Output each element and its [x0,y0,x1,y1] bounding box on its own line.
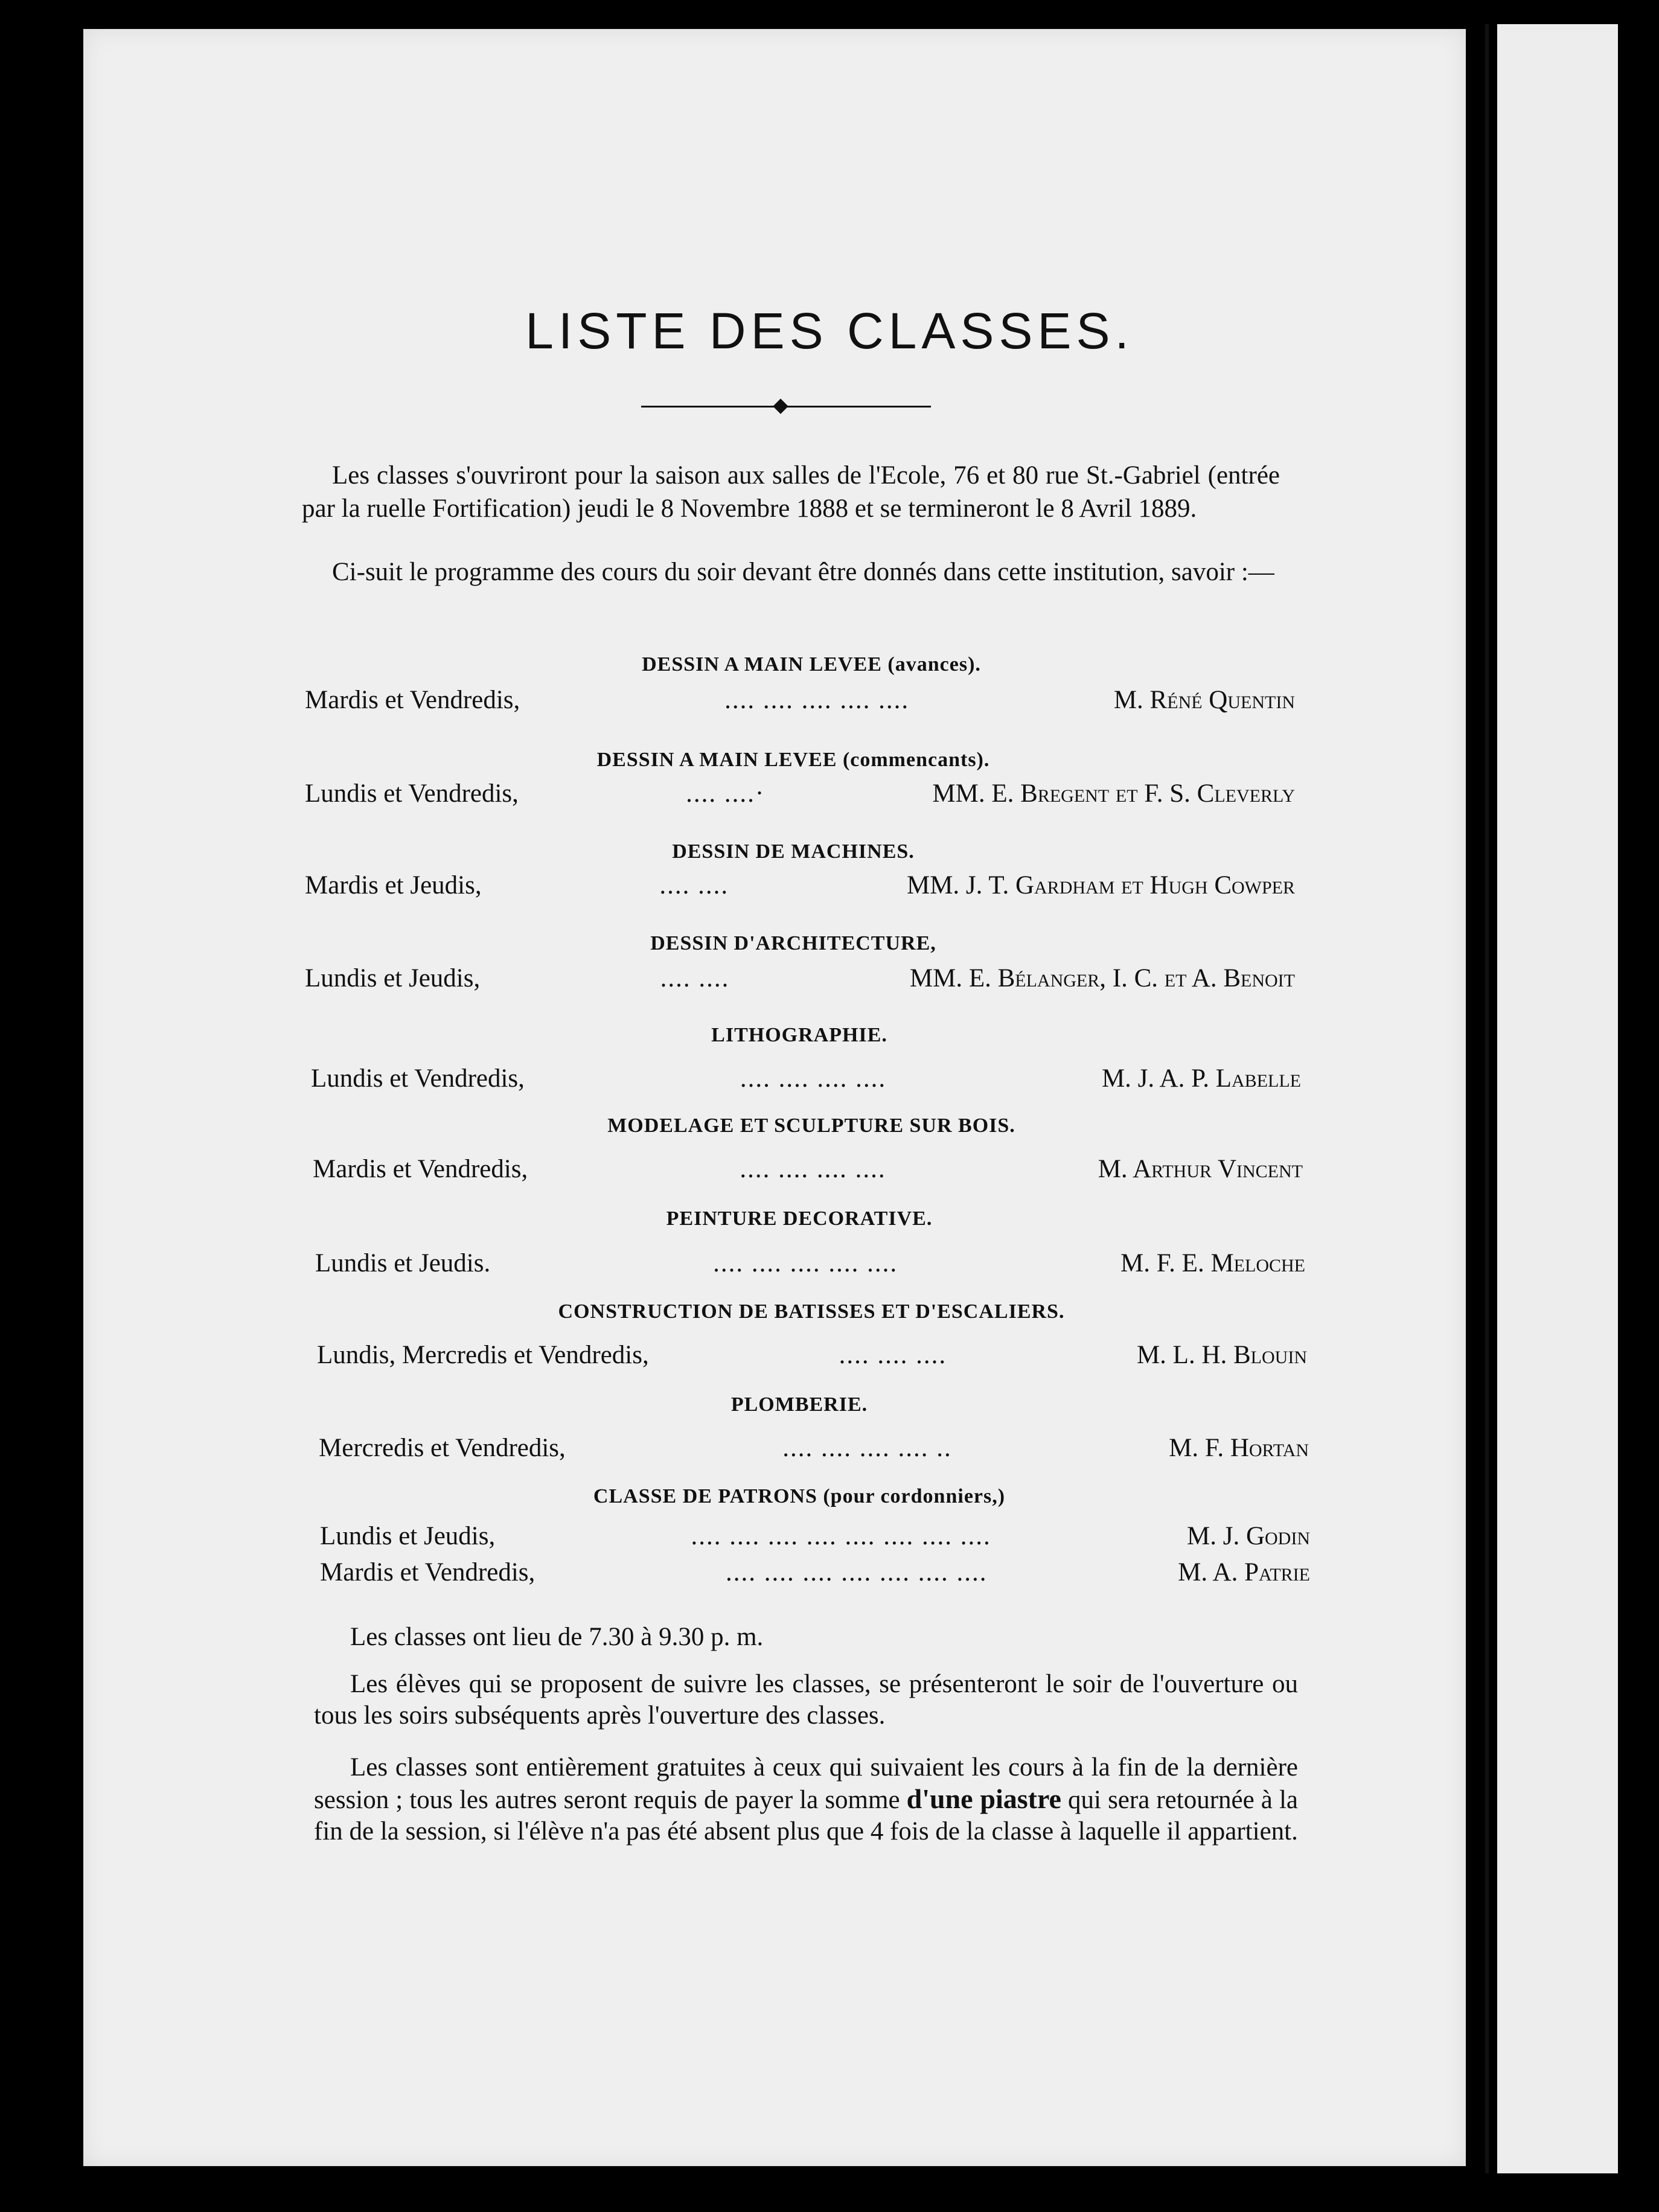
class-teacher: MM. J. T. Gardham et Hugh Cowper [906,871,1295,900]
class-days: Lundis et Jeudis, [305,964,481,993]
class-days: Lundis et Jeudis, [320,1522,496,1550]
fee-paragraph [314,1752,1298,1847]
class-days: Lundis et Vendredis, [311,1064,525,1093]
class-heading: MODELAGE ET SCULPTURE SUR BOIS. [607,1114,1015,1137]
leader-dots: .... .... .... .... .... .... .... .... [691,1522,991,1550]
class-heading: CLASSE DE PATRONS (pour cordonniers,) [593,1485,1006,1507]
page-title: LISTE DES CLASSES. [525,302,1134,359]
leader-dots: .... .... .... [839,1341,947,1369]
class-teacher: M. Arthur Vincent [1098,1155,1303,1183]
class-row [315,1248,1305,1278]
title-ornament-rule [641,406,931,409]
class-days: Mardis et Vendredis, [320,1558,535,1587]
class-row [305,685,1295,715]
class-teacher: M. Réné Quentin [1113,686,1295,714]
leader-dots: .... .... .... .... [740,1155,886,1183]
leader-dots: .... .... [659,871,729,900]
class-row [305,964,1295,993]
class-days: Mercredis et Vendredis, [319,1434,566,1462]
class-teacher: M. L. H. Blouin [1136,1341,1307,1369]
class-days: Mardis et Jeudis, [305,871,482,900]
class-row [320,1558,1310,1587]
fee-amount: d'une piastre [906,1783,1061,1814]
class-teacher: M. J. A. P. Labelle [1101,1064,1301,1093]
class-teacher: MM. E. Bregent et F. S. Cleverly [932,779,1295,808]
class-row [313,1154,1303,1184]
class-teacher: MM. E. Bélanger, I. C. et A. Benoit [909,964,1295,993]
class-heading: DESSIN A MAIN LEVEE (commencants). [596,749,990,771]
class-days: Lundis et Vendredis, [305,779,519,808]
class-heading: PEINTURE DECORATIVE. [666,1207,933,1230]
class-row [317,1340,1307,1370]
intro-paragraph-2: Ci-suit le programme des cours du soir devant être donnés dans cette institution, savoir :— [332,558,1274,586]
class-heading: DESSIN A MAIN LEVEE (avances). [642,653,981,676]
leader-dots: .... .... .... .... .... [713,1249,898,1277]
hours-line: Les classes ont lieu de 7.30 à 9.30 p. m. [350,1623,764,1651]
students-paragraph: Les élèves qui se proposent de suivre les classes, se présenteront le soir de l'ouverture ou tous les soirs subséquents après l'ouverture des classes. [314,1670,1298,1730]
class-teacher: M. F. E. Meloche [1120,1249,1305,1277]
fee-text-a: Les classes sont entièrement gratuites à ceux qui suivaient les cours à la fin de la dernière session ; tous les autres seront requis de payer la somme [314,1753,1298,1814]
leader-dots: .... .... .... .... [740,1064,887,1093]
class-row [320,1521,1310,1551]
fee-text-c: qui sera retournée à la fin de la session, si l'élève n'a pas été absent plus que 4 fois de la classe à laquelle il appartient. [314,1786,1298,1846]
class-row [319,1433,1309,1463]
class-heading: CONSTRUCTION DE BATISSES ET D'ESCALIERS. [558,1300,1065,1323]
leader-dots: .... .... .... .... .... .... .... [725,1558,988,1587]
class-days: Lundis, Mercredis et Vendredis, [317,1341,649,1369]
leader-dots: .... .... .... .... .... [724,686,910,714]
class-row [305,779,1295,808]
class-heading: DESSIN DE MACHINES. [672,840,915,863]
class-heading: LITHOGRAPHIE. [711,1024,887,1046]
class-heading: DESSIN D'ARCHITECTURE, [650,932,936,954]
class-row [305,871,1295,900]
class-days: Mardis et Vendredis, [305,686,520,714]
class-teacher: M. J. Godin [1186,1522,1310,1550]
class-teacher: M. A. Patrie [1178,1558,1310,1587]
class-row [311,1064,1301,1093]
leader-dots: .... ....· [686,779,766,808]
class-teacher: M. F. Hortan [1169,1434,1309,1462]
class-heading: PLOMBERIE. [730,1393,868,1416]
class-days: Lundis et Jeudis. [315,1249,491,1277]
class-days: Mardis et Vendredis, [313,1155,528,1183]
leader-dots: .... .... .... .... .. [782,1434,952,1462]
leader-dots: .... .... [660,964,730,993]
intro-paragraph: Les classes s'ouvriront pour la saison aux salles de l'Ecole, 76 et 80 rue St.-Gabriel (entrée par la ruelle Fortification) jeudi le 8 Novembre 1888 et se termineront le 8 Avril 1889. [302,461,1280,523]
